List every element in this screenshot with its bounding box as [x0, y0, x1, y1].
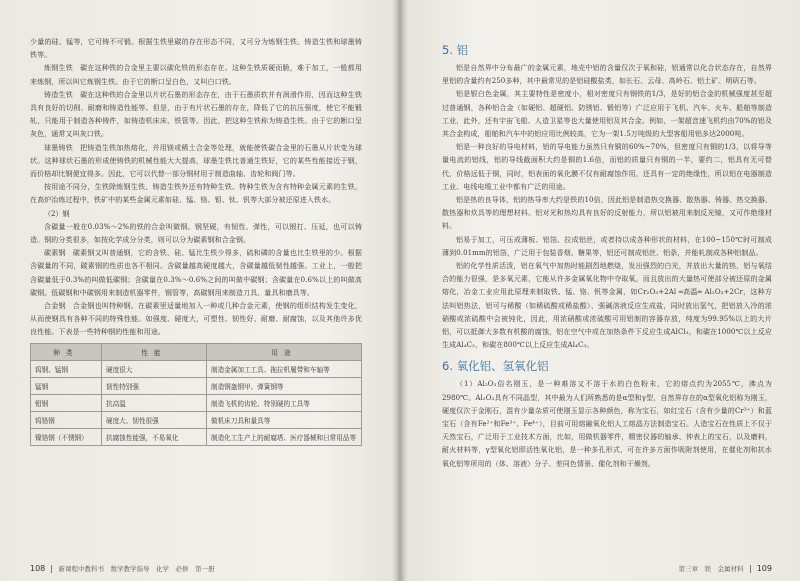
table-cell: 制造飞机的齿轮、特别硬的工具等 [207, 394, 362, 411]
table-header: 用途 [207, 343, 362, 360]
page-number: 108 [30, 564, 46, 573]
table-row [31, 411, 362, 428]
table-cell: 制造钢盔钢甲、弹簧钢等 [207, 377, 362, 394]
paragraph-pig-iron-steelmaking: 炼钢生铁 碳在这种铁的合金里主要以碳化铁的形态存在。这种生铁质硬而脆，难于加工，一般都用来炼钢，所以叫它炼钢生铁。由于它的断口呈白色，又叫白口铁。 [30, 64, 362, 86]
table-cell: 钼钢 [31, 394, 102, 411]
chapter-title: 第三章 铁 金属材料 [678, 565, 744, 573]
left-page [0, 0, 398, 581]
sub-item-steel: （2）钢 [44, 209, 70, 218]
left-page-footer [30, 564, 214, 573]
section-title-aluminum-oxide: 6. 氧化铝、氢氧化铝 [442, 359, 549, 374]
paragraph-special-iron: 按用途不同分，生铁除炼钢生铁、铸造生铁外还有特种生铁。特种生铁为含有特种金属元素的生铁，在高炉冶炼过程中，铁矿中的某些金属元素如硅、锰、铬、钼、钛、钒等大部分被还原进入铁水。 [30, 183, 362, 205]
table-header-row [31, 343, 362, 360]
paragraph-carbon-steel: 碳素钢 碳素钢又叫普通钢，它的含铁、硅、锰比生铁少得多，硫和磷的含量也比生铁里的少。根据含碳量的不同，碳素钢的性质也各不相同。含碳量越高硬度越大，含碳量越低韧性越强。工业上，一般把含碳量低于0.3%的叫做低碳钢；含碳量在0.3%～0.6%之间的叫做中碳钢；含碳量在0.6%以上的叫做高碳钢。低碳钢和中碳钢用来制造机器零件，钢管等，高碳钢用来制造刀具、量具和磨具等。 [30, 249, 362, 297]
right-page-footer [679, 564, 772, 573]
paragraph: 少量的硅、锰等，它可铸不可锻。根据生铁里碳的存在形态不同，又可分为炼钢生铁、铸造生铁和球墨铸铁等。 [30, 38, 362, 60]
table-row [31, 394, 362, 411]
book-title: 新课程中教科书 数学教学指导 化学 必修 第一册 [58, 565, 215, 573]
table-cell: 硬度大、韧性很强 [102, 411, 207, 428]
special-steel-table [30, 343, 362, 446]
table-header: 种类 [31, 343, 102, 360]
right-page-body [442, 36, 772, 471]
paragraph: 铝是热的良导体，铝的热导率大约是铁的10倍，因此铝是制造热交换器、散热器、铸器、热交换器、散热器和炊具等的理想材料。铝对光和热均具有良好的反射能力，所以铝被用来制反光镜，又可作绝缘材料。 [442, 196, 772, 231]
table-header: 性能 [102, 343, 207, 360]
table-cell: 锰钢 [31, 377, 102, 394]
table-row [31, 360, 362, 377]
table-cell: 抗高温 [102, 394, 207, 411]
paragraph-ductile-iron: 球墨铸铁 把铸造生铁加热熔化，并用镁或稀土合金等处理，就能使铁碳合金里的石墨从片状变为球状。这种球状石墨的形成使铸铁的机械性能大大提高，球墨生铁比普通生铁好，它的某些性能接近于钢，而价格却比钢便宜得多。因此，它可以代替一部分钢材用于制造曲轴、齿轮和阀门等。 [30, 143, 362, 179]
right-page [402, 0, 800, 581]
table-cell: 做机床刀具和量具等 [207, 411, 362, 428]
table-cell: 钨铬钢 [31, 411, 102, 428]
paragraph-alloy-steel: 合金钢 合金钢也叫特种钢。在碳素里适量地加入一种或几种合金元素，使钢的组织结构发生变化，从而使钢具有各种不同的特殊性能。如强度、硬度大，可塑性、韧性好、耐磨、耐腐蚀，以及其他许多优良性能。下表是一些特种钢的性能和用途。 [30, 302, 362, 337]
table-cell: 韧性特别强 [102, 377, 207, 394]
footer-divider [51, 565, 52, 573]
paragraph: 铝是银白色金属，其主要特性是密度小，相对密度只有钢铁的1/3，是好的铝合金的机械强度甚至超过普通钢，各种铝合金（如硬铝、超硬铝、防锈铝、锻铝等）广泛应用于飞机、汽车、火车、船舶等制造工业，此外，还有宇宙飞船、人造卫星等也大量使用铝及其合金。例如，一架超音速飞机约由70%的铝及其合金构成，船舶和汽车中的铝应用比例较高，它为一架1.5万吨级的大型客船用铝多达2000吨。 [442, 90, 772, 139]
paragraph-cast-iron: 铸造生铁 碳在这种铁的合金里以片状石墨的形态存在，由于石墨质软并有润滑作用，因而这种生铁具有良好的切削、耐磨和铸造性能等。但是，由于有片状石墨的存在，降低了它的抗压强度，使它不能锻轧，只能用于制造各种铸件，如铸造机床床、铁管等。因此，把这种生铁称为铸造生铁。由于它的断口呈灰色，通常又叫灰口铁。 [30, 90, 362, 139]
table-cell: 硬度很大 [102, 360, 207, 377]
paragraph: （1）Al₂O₃俗名刚玉，是一种难溶又不溶于水的白色粉末，它的熔点约为2055℃，沸点为2980℃。Al₂O₃具有不同晶型，其中最为人们所熟悉的是α型和γ型，自然界存在的α型氧化铝称为刚玉，硬度仅次于金刚石，混有少量杂质可使刚玉显示各种颜色，称为宝石，如红宝石（含有少量的Cr³⁺）和蓝宝石（含有Fe²⁺和Fe³⁺、Fe⁴⁺），目前可用熔融氧化铝人工熔晶方法制造宝石。人造宝石在性质上不仅于天然宝石，广泛用于工业技术方面，比如，用做机器零件，精密仪器的轴承、钟表上的宝石，以及磨料，耐火材料等，γ型氧化铝即活性氧化铝，是一种多孔形式，可在许多方面作吸附剂使用，在催化剂和抗水氧化铝等所用的（体、溶液）分子、差同色情景、催化剂和干燥剂。 [442, 380, 772, 468]
section-title-aluminum: 5. 铝 [442, 43, 469, 57]
paragraph: 铝是一种良好的导电材料，铝的导电能力虽然只有铜的60%~70%，但密度只有铜的1/3，以将导等量电流的铝线，铝的导线截面积大约是铜的1.6倍，而铝的质量只有铜的一半，要约二，铝具有无可替代，价格远低于铜，同时，铝表面的氧化膜不仅有耐腐蚀作用，还具有一定的绝缘性，所以铝在电器制造工业、电线电缆工业中都有广泛的用途。 [442, 143, 772, 191]
paragraph-steel: 含碳量一般在0.03%～2%的铁的合金叫做钢。钢坚硬，有韧性、弹性，可以锻打、压延，也可以铸造。钢的分类很多，如按化学成分分类，则可以分为碳素钢和合金钢。 [30, 222, 362, 245]
table-cell: 抗腐蚀性能强，不易氧化 [102, 428, 207, 445]
left-page-body [30, 36, 362, 446]
paragraph: 铝是自然界中分布最广的金属元素，地壳中铝的含量仅次于氧和硅，铝通常以化合状态存在，自然界里铝的含量约有250多种，其中最常见的是铝硅酸盐类，如长石、云母、高岭石、铝土矿、明矾石等。 [442, 64, 772, 86]
paragraph: 铝易于加工，可压成薄板、铝箔、拉成铝丝，或者持以成各种形状的材料，在100~150℃时可制成薄到0.01mm的铝箔，广泛用于包装香烟、糖果等，铝还可制成铝丝、铝条，并能轧制成各种铝制品。 [442, 235, 772, 257]
page-number: 109 [756, 564, 772, 573]
table-row [31, 428, 362, 445]
table-row [31, 377, 362, 394]
paragraph: 铝的化学性质活泼，铝在氧气中加热时能剧烈地燃烧，发出强烈的白光，并放出大量的热，铝与氧结合的能力很强，是多氧元素，它能从许多金属氧化物中夺取氧，而且放出的大量热可使部分被还原的金属熔化，冶金工业应用此原理来制取铁、锰、铬、钒等金属，如Cr₂O₃+2Al ═高温═ Al₂O₃+2Cr，这种方法叫铝热法，铝可与稀酸（如稀硫酸或稀盐酸）、强碱溶液反应生成盐，同时放出氢气，把铝放入冷的浓硝酸或浓硫酸中会被钝化，因此，用浓硝酸或浓硫酸可用铝制的容器存放，纯度为99.95%以上的大片铝，可以抵御大多数有机酸的腐蚀，铝在空气中或在加热条件下反应生成AlCl₃，和碳在1000℃以上反应生成Al₄C₃，和碳在800℃以上反应生成Al₄C₃。 [442, 262, 772, 350]
table-cell: 制造金属加工工具、拖拉机履带和车轴等 [207, 360, 362, 377]
table-cell: 镍铬钢（不锈钢） [31, 428, 102, 445]
table-cell: 制造化工生产上的耐腐塔、医疗器械和日常用品等 [207, 428, 362, 445]
footer-divider [750, 565, 751, 573]
table-cell: 钨钢、锰钢 [31, 360, 102, 377]
